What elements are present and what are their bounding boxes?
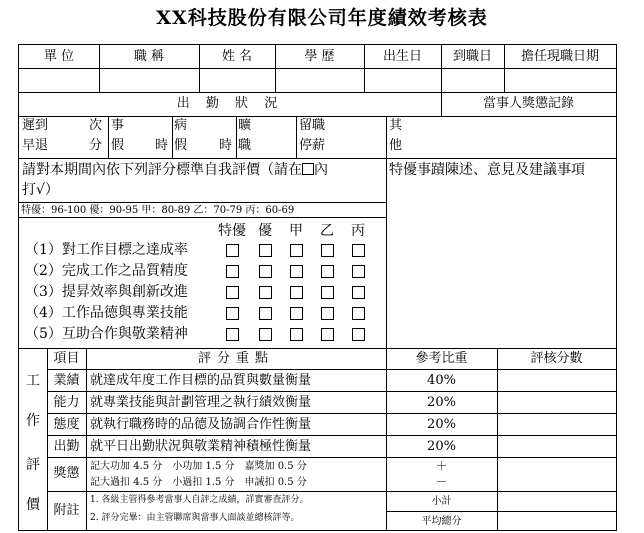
side-label-2: 作 [26,413,40,429]
grade-checkbox[interactable] [259,307,272,320]
row-notes-item: 附註 [53,503,80,518]
personal-leave-label-1: 事 [111,118,125,133]
grade-checkbox[interactable] [352,328,365,341]
average-total-label: 平均總分 [421,516,462,527]
grade-checkbox[interactable] [226,265,239,278]
grade-checkbox[interactable] [290,286,303,299]
row-attitude-item: 態度 [53,417,80,432]
attendance-late-label: 遲到 [22,118,49,133]
form-title: XX科技股份有限公司年度績效考核表 [156,7,488,29]
side-label-4: 價 [26,497,40,513]
grade-checkbox[interactable] [321,286,334,299]
row-attendance-item: 出勤 [53,439,80,454]
row-ability-item: 能力 [53,395,80,410]
grade-checkbox[interactable] [226,286,239,299]
row-performance-focus: 就達成年度工作目標的品質與數量衡量 [90,373,312,388]
row-ability-weight: 20% [427,395,456,410]
other-label-2: 他 [389,138,403,153]
grade-checkbox[interactable] [321,307,334,320]
grade-checkbox[interactable] [226,244,239,257]
grade-checkbox[interactable] [226,307,239,320]
personal-leave-hours-unit: 時 [155,138,169,153]
remarks-header: 特優事蹟陳述、意見及建議事項 [389,162,585,178]
header-current-position-date: 擔任現職日期 [520,49,599,64]
grade-checkbox[interactable] [259,265,272,278]
personal-leave-label-2: 假 [111,138,125,153]
attendance-minutes-unit: 分 [89,138,103,153]
row-attitude-focus: 就執行職務時的品德及協調合作性衡量 [90,417,312,432]
other-label-1: 其 [389,118,403,133]
grade-checkbox[interactable] [290,244,303,257]
grade-checkbox[interactable] [352,286,365,299]
attendance-times-unit: 次 [89,118,103,133]
grade-checkbox[interactable] [352,307,365,320]
rewards-demerit-line: 記大過扣 4.5 分 小過扣 1.5 分 申誡扣 0.5 分 [90,477,307,488]
subtotal-label: 小計 [431,496,452,507]
grade-checkbox[interactable] [226,328,239,341]
grade-excellent: 優 [258,223,272,239]
unpaid-leave-label-1: 留職 [299,118,326,133]
criterion-1: （1）對工作目標之達成率 [25,242,188,258]
header-hire-date: 到職日 [452,49,492,64]
row-performance-item: 業績 [53,373,80,388]
self-eval-instruction-cont: 打√） [22,182,59,198]
grade-excellent-plus: 特優 [218,223,246,239]
grade-checkbox[interactable] [290,328,303,341]
grading-scale: 特優：96-100 優：90-95 甲：80-89 乙：70-79 丙：60-69 [21,205,295,216]
row-performance-weight: 40% [427,373,456,388]
row-attendance-weight: 20% [427,439,456,454]
grade-checkbox[interactable] [290,307,303,320]
grade-checkbox[interactable] [321,328,334,341]
criterion-2: （2）完成工作之品質精度 [25,263,188,279]
header-title: 職 稱 [133,49,165,64]
rewards-minus: － [435,475,448,489]
self-eval-instruction: 請對本期間內依下列評分標準自我評價（請在 內 [22,162,328,178]
grade-a: 甲 [289,223,303,239]
header-unit: 單 位 [43,49,75,64]
row-rewards-item: 獎懲 [53,466,80,481]
grade-checkbox[interactable] [259,328,272,341]
rewards-plus: ＋ [435,459,448,473]
evaluation-form [18,44,617,531]
sick-leave-label-2: 假 [174,138,188,153]
attendance-title: 出 勤 狀 況 [176,96,284,111]
grade-checkbox[interactable] [352,244,365,257]
col-focus-header: 評分重點 [197,351,274,366]
grade-checkbox[interactable] [321,265,334,278]
grade-c: 丙 [351,223,365,239]
checkbox-sample-icon [302,163,314,175]
side-label-1: 工 [26,373,40,389]
grade-checkbox[interactable] [352,265,365,278]
rewards-record-title: 當事人獎懲記錄 [482,96,574,111]
header-name: 姓 名 [221,49,253,64]
header-birthdate: 出生日 [382,49,422,64]
grade-checkbox[interactable] [321,244,334,257]
grade-b: 乙 [320,223,334,239]
col-weight-header: 參考比重 [415,351,468,366]
criterion-5: （5）互助合作與敬業精神 [25,326,188,342]
sick-leave-hours-unit: 時 [219,138,233,153]
rewards-merit-line: 記大功加 4.5 分 小功加 1.5 分 嘉獎加 0.5 分 [90,461,307,472]
criterion-4: （4）工作品德與專業技能 [25,305,188,321]
absence-label-2: 職 [238,138,252,153]
unpaid-leave-label-2: 停薪 [299,138,326,153]
grade-checkbox[interactable] [259,286,272,299]
row-ability-focus: 就專業技能與計劃管理之執行績效衡量 [90,395,312,410]
side-label-3: 評 [26,457,40,473]
grade-checkbox[interactable] [290,265,303,278]
attendance-early-leave-label: 早退 [22,138,49,153]
row-attitude-weight: 20% [427,417,456,432]
absence-label-1: 曠 [238,118,252,133]
grade-checkbox[interactable] [259,244,272,257]
col-score-header: 評核分數 [530,351,583,366]
note-2: 2. 評分完畢：由主管聯席與當事人面談並總核評等。 [90,513,300,523]
header-education: 學 歷 [304,49,335,64]
note-1: 1. 各級主管得參考當事人自評之成績，詳實審查評分。 [90,495,309,505]
row-attendance-focus: 就平日出勤狀況與敬業精神積極性衡量 [90,439,312,454]
col-item-header: 項目 [53,351,80,366]
criterion-3: （3）提昇效率與創新改進 [25,284,188,300]
sick-leave-label-1: 病 [174,118,188,133]
